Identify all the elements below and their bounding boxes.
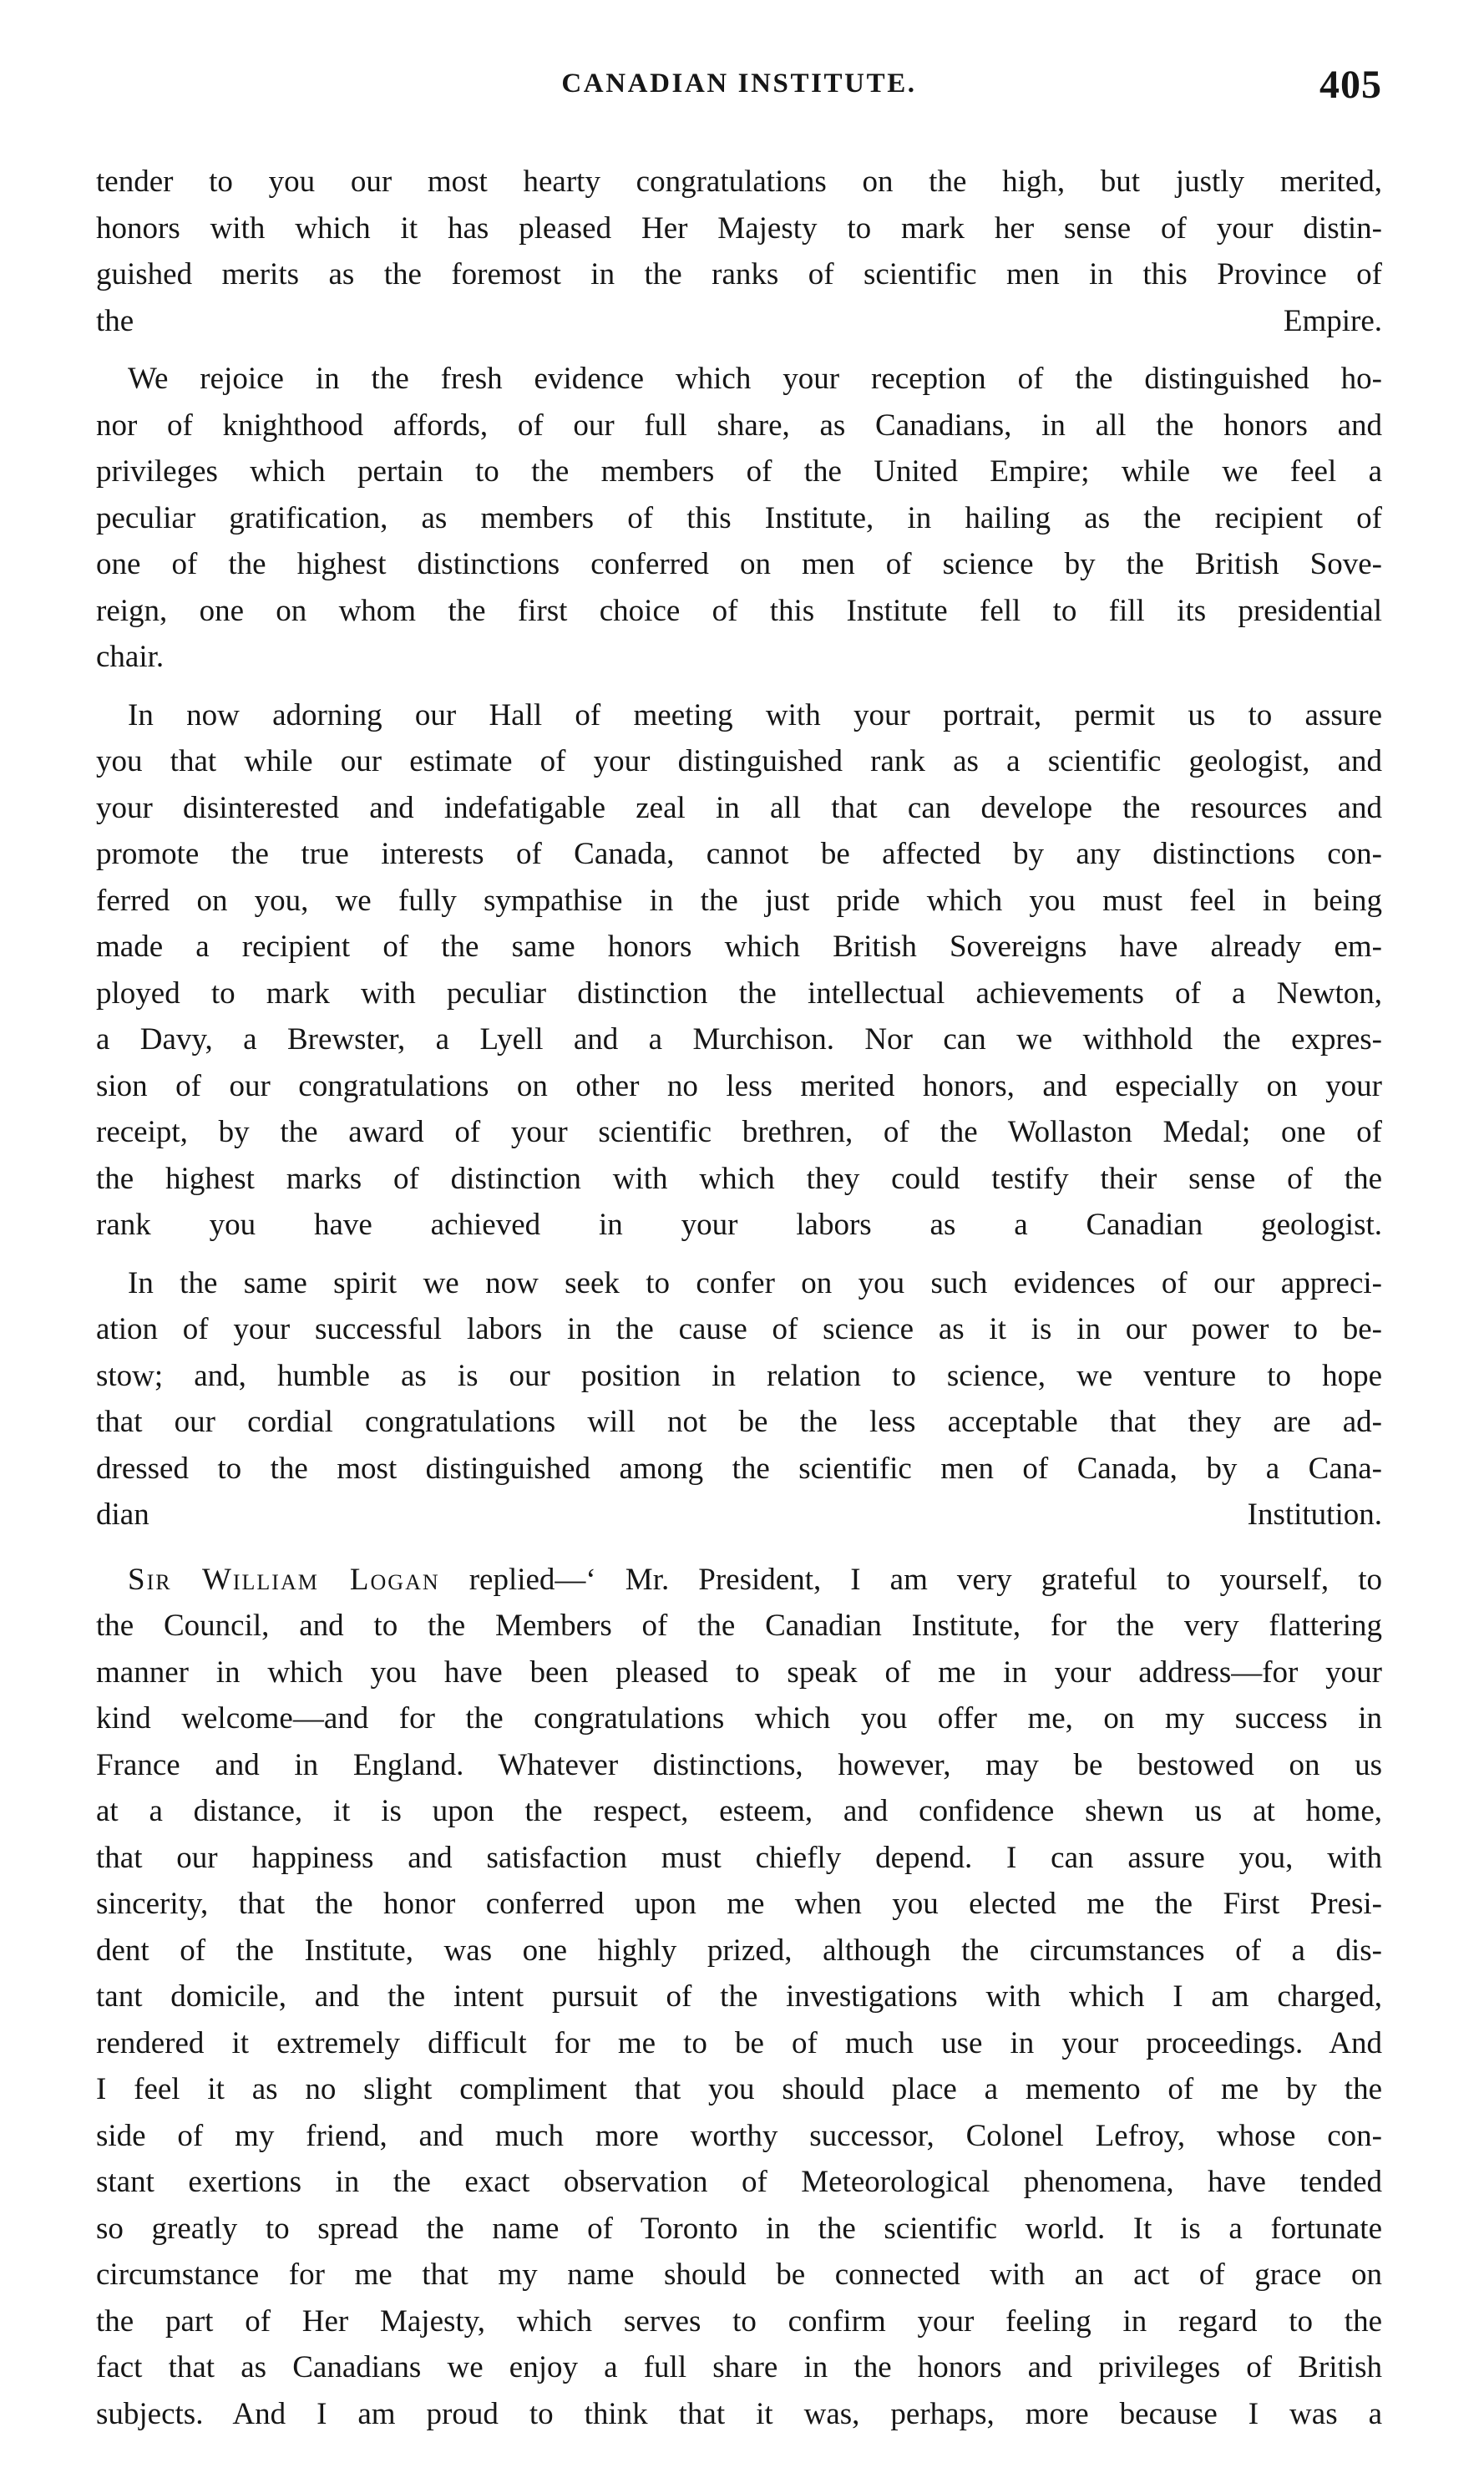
text-line: you that while our estimate of your distinguished rank as a scientific geologist, and xyxy=(96,744,1382,778)
text-line: one of the highest distinctions conferred on men of science by the British Sove- xyxy=(96,547,1382,581)
text-line: We rejoice in the fresh evidence which your reception of the distinguished ho- xyxy=(128,362,1382,396)
text-line: ployed to mark with peculiar distinction the intellectual achievements of a Newton, xyxy=(96,975,1382,1011)
text-line: tender to you our most hearty congratulations on the high, but justly merited, xyxy=(96,165,1382,199)
text-line: the highest marks of distinction with which they could testify their sense of the xyxy=(96,1161,1382,1196)
text-line: honors with which it has pleased Her Majesty to mark her sense of your distin- xyxy=(96,210,1382,246)
text-line: fact that as Canadians we enjoy a full share in the honors and privileges of British xyxy=(96,2350,1382,2384)
text-line: that our happiness and satisfaction must chiefly depend. I can assure you, with xyxy=(96,1840,1382,1875)
text-line: rank you have achieved in your labors as a Canadian geologist. xyxy=(96,1208,1382,1242)
reply-opening: replied—‘ Mr. President, I am very grateful to yourself, to xyxy=(439,1562,1383,1597)
text-line: made a recipient of the same honors which British Sovereigns have already em- xyxy=(96,930,1382,964)
text-line: nor of knighthood affords, of our full share, as Canadians, in all the honors and xyxy=(96,408,1382,443)
text-line: I feel it as no slight compliment that you should place a memento of me by the xyxy=(96,2072,1382,2106)
text-line: rendered it extremely difficult for me to be of much use in your proceedings. And xyxy=(96,2025,1382,2060)
paragraph-2 xyxy=(96,356,1382,681)
text-line: circumstance for me that my name should be connected with an act of grace on xyxy=(96,2258,1382,2292)
text-line: tant domicile, and the intent pursuit of the investigations with which I am charged, xyxy=(96,1979,1382,2014)
running-title: CANADIAN INSTITUTE. xyxy=(561,68,917,99)
text-line: dent of the Institute, was one highly prized, although the circumstances of a dis- xyxy=(96,1933,1382,1968)
text-line: stant exertions in the exact observation of Meteorological phenomena, have tended xyxy=(96,2165,1382,2199)
text-line: at a distance, it is upon the respect, esteem, and confidence shewn us at home, xyxy=(96,1794,1382,1828)
text-line: kind welcome—and for the congratulations which you offer me, on my success in xyxy=(96,1701,1382,1736)
text-line: In now adorning our Hall of meeting with your portrait, permit us to assure xyxy=(128,697,1382,732)
text-line: reign, one on whom the first choice of this Institute fell to fill its presidential xyxy=(96,593,1382,628)
text-line: dian Institution. xyxy=(96,1497,1382,1532)
text-line xyxy=(96,1557,1382,1604)
paragraph-reply xyxy=(96,1557,1382,2438)
text-line: guished merits as the foremost in the ranks of scientific men in this Province of xyxy=(96,257,1382,291)
text-line: receipt, by the award of your scientific brethren, of the Wollaston Medal; one of xyxy=(96,1115,1382,1149)
text-line: promote the true interests of Canada, cannot be affected by any distinctions con- xyxy=(96,837,1382,871)
text-line: sincerity, that the honor conferred upon me when you elected me the First Presi- xyxy=(96,1887,1382,1921)
text-line: the Council, and to the Members of the Canadian Institute, for the very flattering xyxy=(96,1609,1382,1643)
text-line: your disinterested and indefatigable zeal in all that can develope the resources and xyxy=(96,790,1382,825)
book-page xyxy=(96,63,1383,2449)
text-line: the part of Her Majesty, which serves to confirm your feeling in regard to the xyxy=(96,2303,1382,2339)
text-line: side of my friend, and much more worthy successor, Colonel Lefroy, whose con- xyxy=(96,2118,1382,2153)
text-line: so greatly to spread the name of Toronto in the scientific world. It is a fortunate xyxy=(96,2211,1382,2246)
text-line: the Empire. xyxy=(96,303,1382,338)
text-line: dressed to the most distinguished among the scientific men of Canada, by a Cana- xyxy=(96,1451,1382,1486)
text-line: privileges which pertain to the members of the United Empire; while we feel a xyxy=(96,454,1382,489)
text-line: a Davy, a Brewster, a Lyell and a Murchison. Nor can we withhold the expres- xyxy=(96,1022,1382,1057)
text-line: that our cordial congratulations will not be the less acceptable that they are ad- xyxy=(96,1405,1382,1439)
text-line: stow; and, humble as is our position in relation to science, we venture to hope xyxy=(96,1358,1382,1393)
speaker-name: Sir William Logan xyxy=(128,1562,440,1597)
text-line: ferred on you, we fully sympathise in the just pride which you must feel in being xyxy=(96,883,1382,918)
text-line: France and in England. Whatever distinctions, however, may be bestowed on us xyxy=(96,1747,1382,1782)
paragraph-3 xyxy=(96,692,1382,1249)
text-line: ation of your successful labors in the cause of science as it is in our power to be- xyxy=(96,1312,1382,1346)
text-line: peculiar gratification, as members of this Institute, in hailing as the recipient of xyxy=(96,500,1382,535)
text-line: manner in which you have been pleased to speak of me in your address—for your xyxy=(96,1655,1382,1690)
text-line: sion of our congratulations on other no less merited honors, and especially on your xyxy=(96,1068,1382,1103)
text-line: chair. xyxy=(96,640,165,674)
paragraph-1 xyxy=(96,159,1382,344)
page-number: 405 xyxy=(1319,63,1382,107)
page-header xyxy=(96,63,1382,127)
text-line: In the same spirit we now seek to confer on you such evidences of our appreci- xyxy=(128,1265,1382,1300)
paragraph-4 xyxy=(96,1260,1382,1538)
text-line: subjects. And I am proud to think that it was, perhaps, more because I was a xyxy=(96,2396,1382,2431)
